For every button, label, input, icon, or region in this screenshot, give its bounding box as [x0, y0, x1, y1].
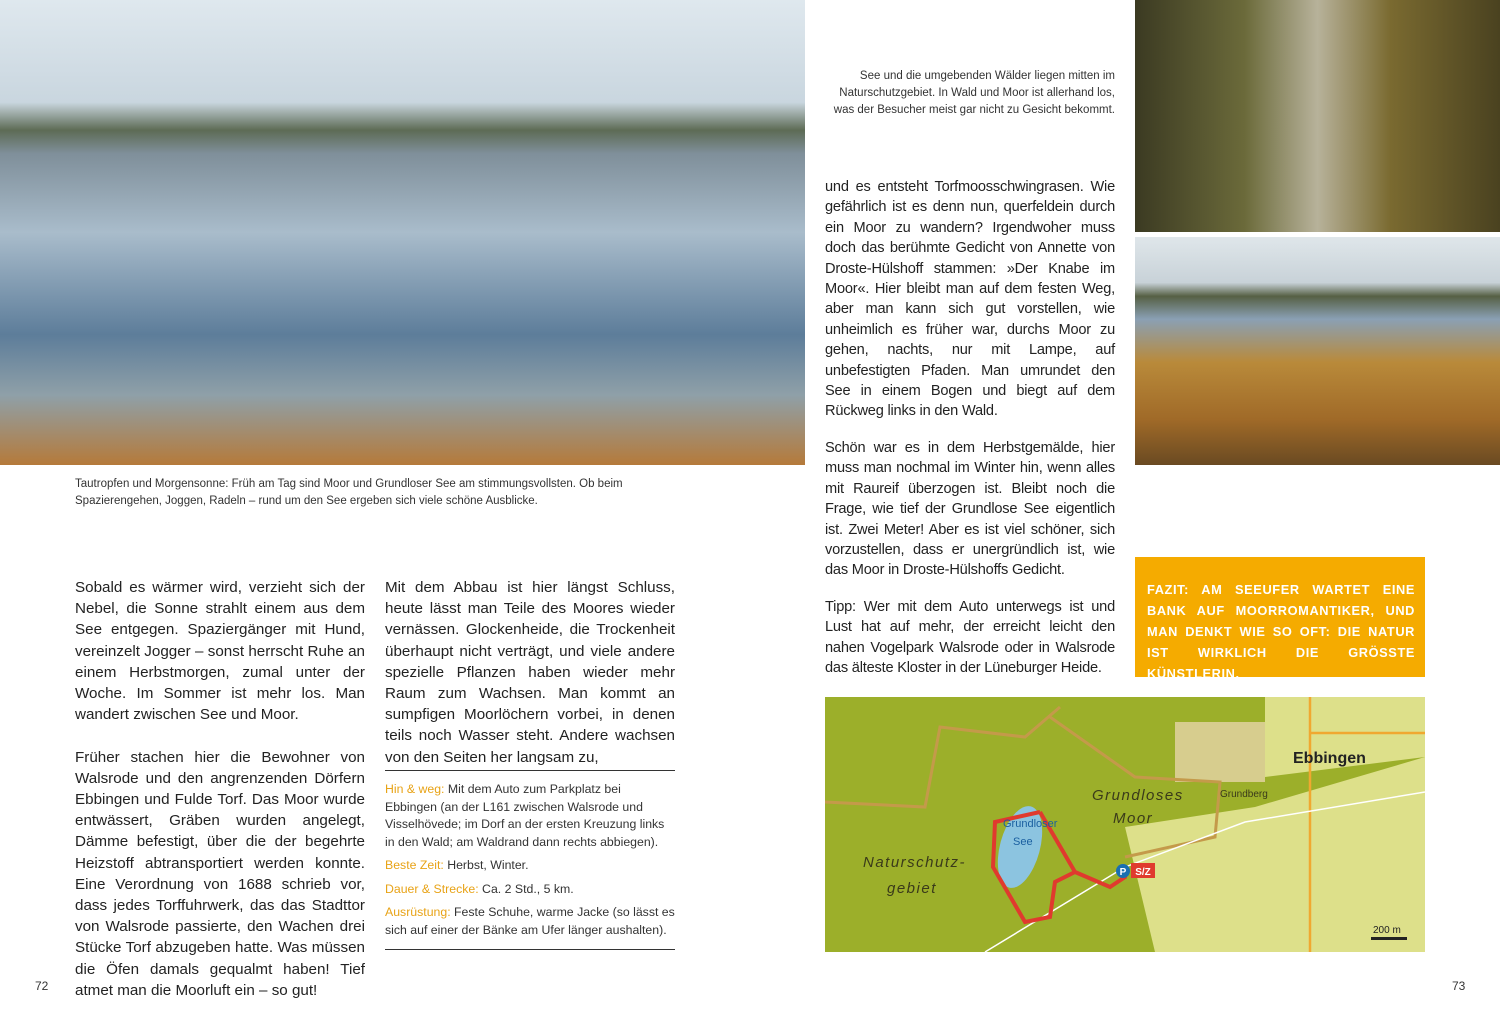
map-label-reserve: gebiet	[887, 880, 937, 897]
map-scale-bar	[1371, 937, 1407, 940]
photo-caption-right: See und die umgebenden Wälder liegen mitten im Naturschutzgebiet. In Wald und Moor ist allerhand los, was der Besucher meist gar nicht zu Gesicht bekommt.	[833, 70, 1115, 116]
info-label: Ausrüstung:	[385, 905, 451, 919]
paragraph: und es entsteht Torfmoosschwingrasen. Wie gefährlich ist es denn nun, querfeldein durch ein Moor zu wandern? Irgendwoher muss doch das berühmte Gedicht von Annette von Droste-Hülshoff stammen: »Der Knabe im Moor«. Hier bleibt man auf dem festen Weg, aber man kann sich gut vorstellen, wie unheimlich es früher war, durchs Moor zu gehen, nachts, nur mit Lampe, auf unbefestigten Pfaden. Man umrundet den See in einem Bogen und biegt auf dem Rückweg links in den Wald.	[825, 179, 1115, 420]
map-label-moor: Grundloses	[1092, 787, 1184, 804]
text-column-1	[75, 577, 365, 1001]
photo-forest-path	[1135, 0, 1500, 232]
info-duration	[385, 881, 675, 899]
paragraph: Tipp: Wer mit dem Auto unterwegs ist und Lust hat auf mehr, der erreicht leicht den nahen Vogelpark Walsrode oder in Walsrode das älteste Kloster in der Lüneburger Heide.	[825, 598, 1115, 676]
map-scale-label: 200 m	[1373, 925, 1401, 936]
start-finish-label: S/Z	[1135, 867, 1151, 878]
info-text: Herbst, Winter.	[443, 858, 529, 872]
photo-walkers-with-dogs	[1135, 237, 1500, 465]
paragraph: Sobald es wärmer wird, verzieht sich der Nebel, die Sonne strahlt einem aus dem See entgegen. Spaziergänger mit Hund, vereinzelt Jogger – sonst herrscht Ruhe an einem Herbstmorgen, zumal unter der Woche. Im Sommer ist mehr los. Man wandert zwischen See und Moor.	[75, 579, 365, 724]
info-best-time	[385, 857, 675, 875]
info-box	[385, 770, 675, 950]
info-label: Dauer & Strecke:	[385, 881, 479, 896]
page-number-left: 72	[35, 979, 49, 993]
paragraph: Schön war es in dem Herbstgemälde, hier muss man nochmal im Winter hin, wenn alles mit Raureif überzogen ist. Bleibt noch die Frage, wie tief der Grundlose See eigentlich ist. Zwei Meter! Aber es ist viel schöner, sich vorzustellen, dass er unergründlich ist, wie das Moor in Droste-Hülshoffs Gedicht.	[825, 439, 1115, 579]
map-label-moor: Moor	[1113, 810, 1154, 827]
info-label: Beste Zeit:	[385, 858, 444, 872]
map-boundary	[825, 707, 1060, 807]
page-number-right: 73	[1452, 979, 1466, 993]
map-label-hill: Grundberg	[1220, 789, 1268, 800]
map-label-lake: See	[1013, 836, 1033, 848]
map-label-reserve: Naturschutz-	[863, 854, 967, 871]
map-village-area	[1175, 722, 1265, 782]
info-equipment	[385, 904, 675, 939]
photo-lake-autumn-branches	[0, 0, 805, 465]
map-label-lake: Grundloser	[1003, 818, 1058, 830]
info-directions	[385, 781, 675, 851]
info-text: Ca. 2 Std., 5 km.	[478, 881, 574, 896]
fazit-box: FAZIT: AM SEEUFER WARTET EINE BANK AUF MOORROMANTIKER, UND MAN DENKT WIE SO OFT: DIE NATUR IST WIRKLICH DIE GRÖSSTE KÜNSTLERIN.	[1135, 557, 1425, 677]
info-label: Hin & weg:	[385, 782, 445, 796]
map-label-village: Ebbingen	[1293, 750, 1366, 767]
text-column-2	[385, 577, 675, 768]
info-text: Feste Schuhe, warme Jacke (so lässt es sich auf einer der Bänke am Ufer länger aushalten).	[385, 905, 675, 937]
parking-label: P	[1119, 867, 1127, 878]
route-map	[825, 697, 1425, 952]
info-text: Mit dem Auto zum Parkplatz bei Ebbingen (an der L161 zwischen Walsrode und Visselhövede; im Dorf an der ersten Kreuzung links in den Wald; am Waldrand dann rechts abbiegen).	[385, 782, 665, 849]
text-column-3	[825, 177, 1115, 678]
paragraph: Mit dem Abbau ist hier längst Schluss, heute lässt man Teile des Moores wieder vernässen. Glockenheide, die Trockenheit überhaupt nicht verträgt, und viele andere spezielle Pflanzen haben wieder mehr Raum zum Wachsen. Man kommt an sumpfigen Moorlöchern vorbei, in denen teils noch Wasser steht. Andere wachsen von den Seiten her langsam zu,	[385, 579, 675, 766]
photo-caption-left: Tautropfen und Morgensonne: Früh am Tag sind Moor und Grundloser See am stimmungsvollsten. Ob beim Spazierengehen, Joggen, Radeln – rund um den See ergeben sich viele schöne Ausblicke.	[75, 478, 623, 507]
paragraph: Früher stachen hier die Bewohner von Walsrode und den angrenzenden Dörfern Ebbingen und Fulde Torf. Das Moor wurde entwässert, Gräben wurden angelegt, Dämme befestigt, über die der begehrte Heizstoff abtransportiert werden konnte. Eine Verordnung von 1688 schrieb vor, dass jedes Torffuhrwerk, das das Stadttor von Walsrode passierte, den Wachen drei Stücke Torf abzugeben hatte. Was müssen die Öfen damals gequalmt haben! Tief atmet man die Moorluft ein – so gut!	[75, 748, 365, 999]
